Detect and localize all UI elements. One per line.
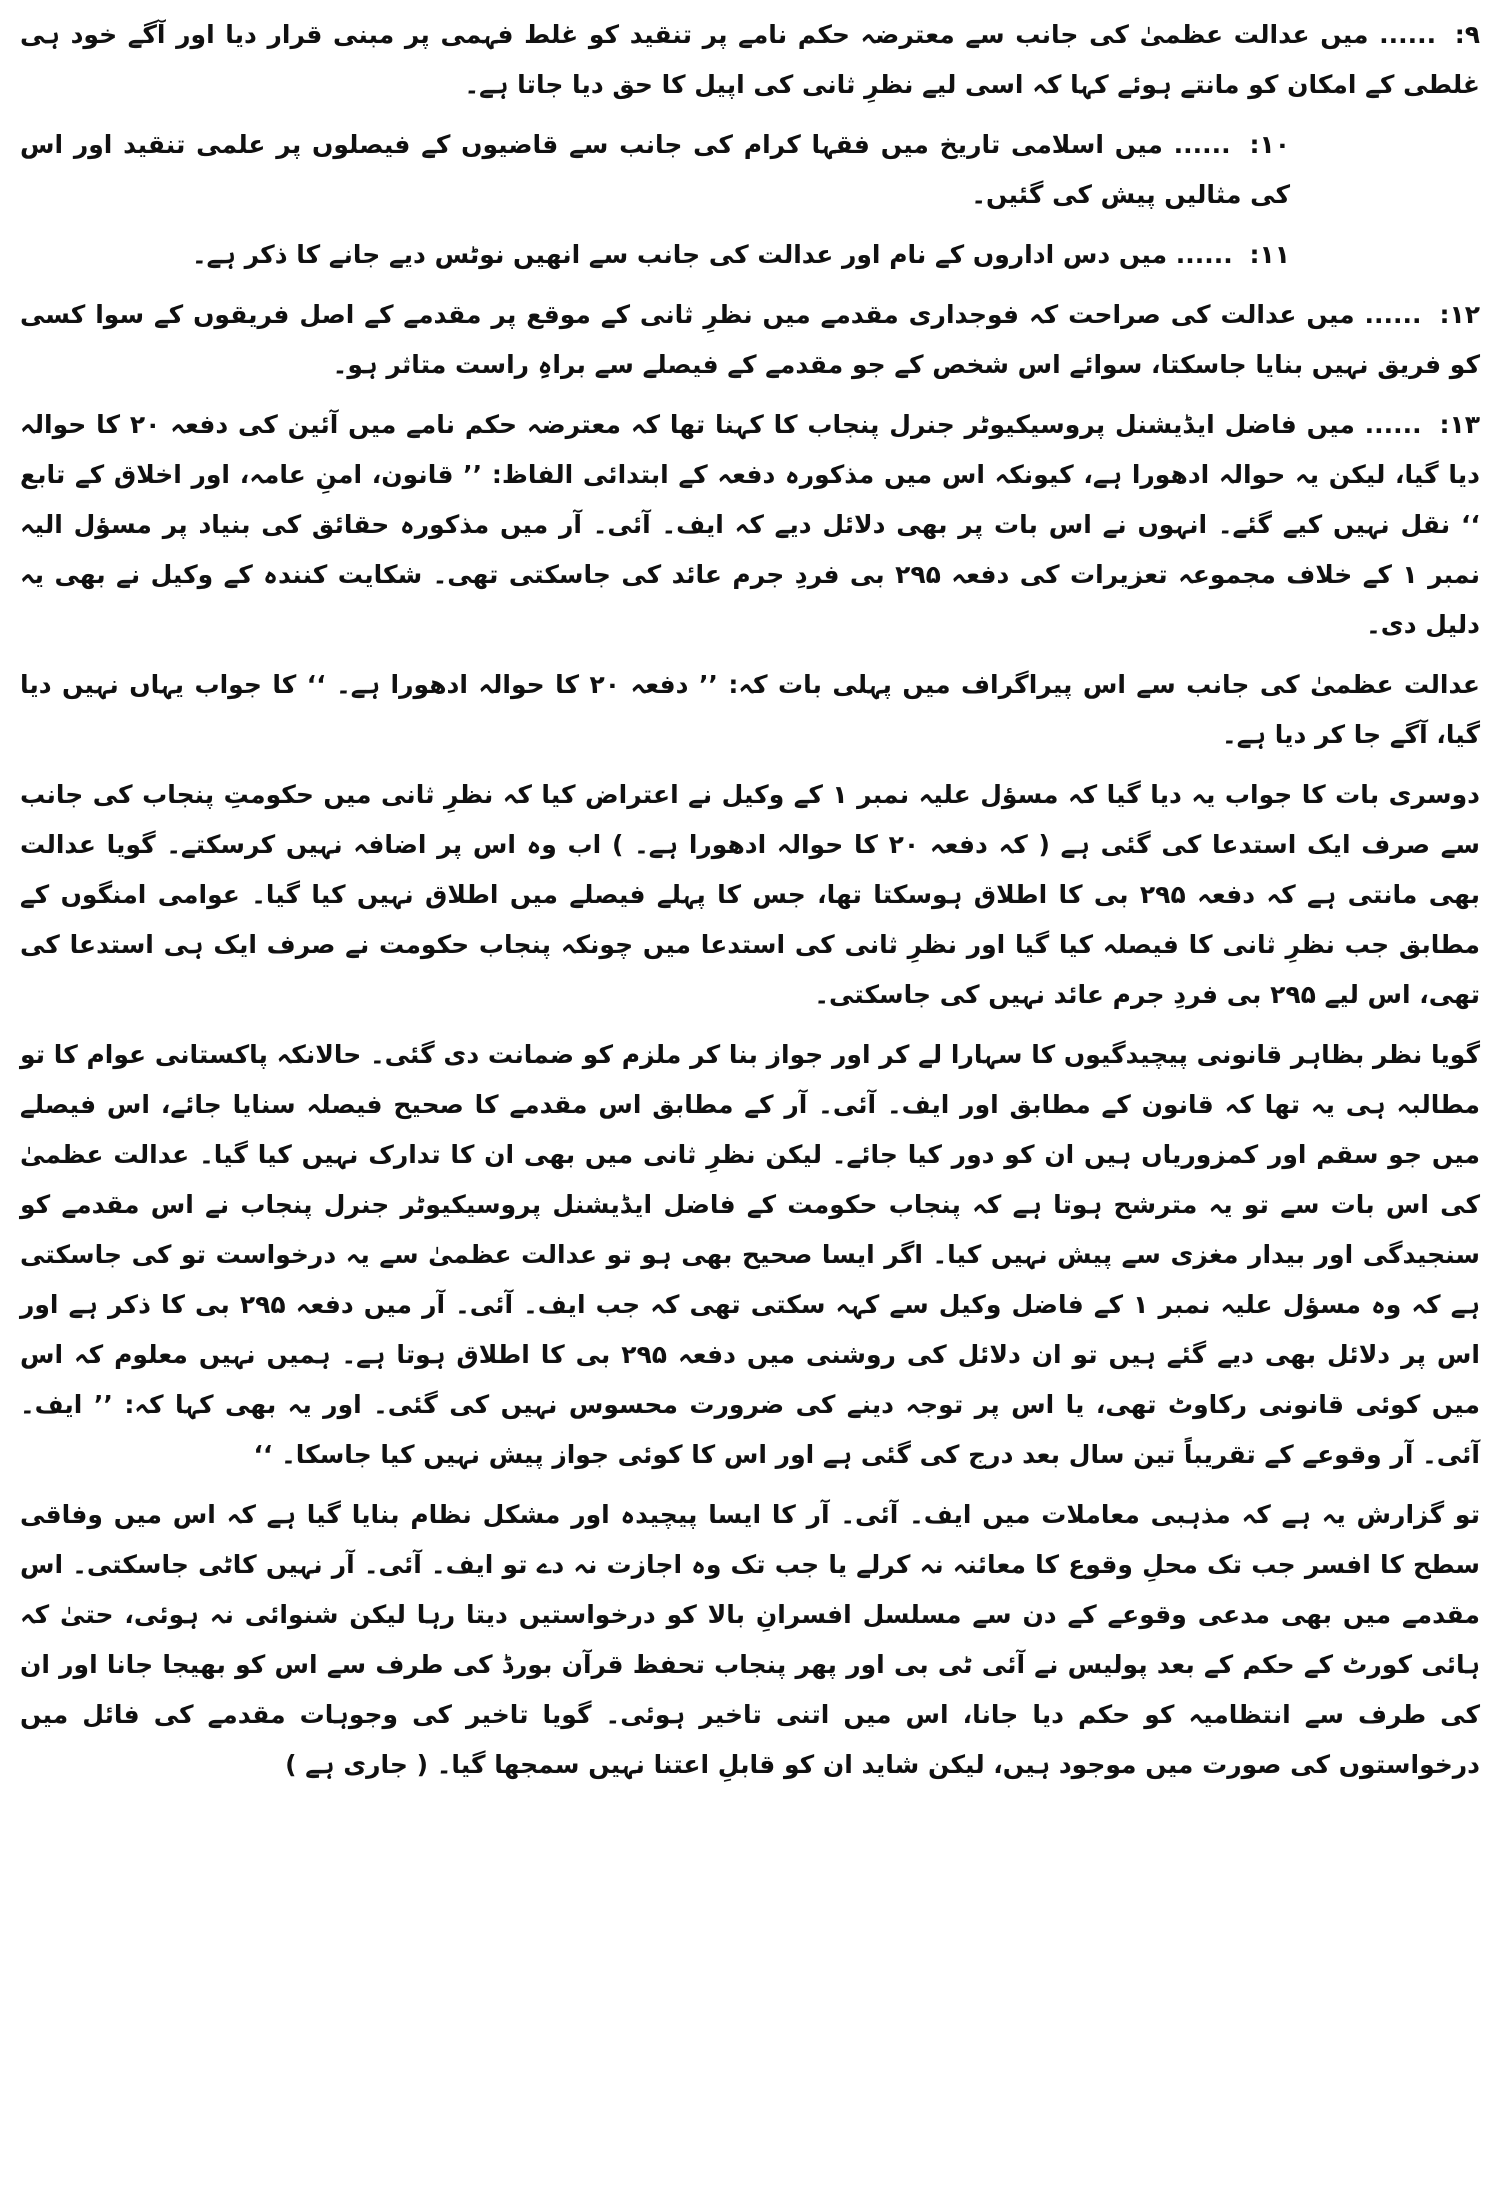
paragraph-text: ...... میں دس اداروں کے نام اور عدالت کی جانب سے انھیں نوٹس دیے جانے کا ذکر ہے۔ xyxy=(191,240,1233,269)
paragraph-9 xyxy=(20,10,1480,110)
paragraph-text: تو گزارش یہ ہے کہ مذہبی معاملات میں ایف۔ آئی۔ آر کا ایسا پیچیدہ اور مشکل نظام بنایا گیا ہے کہ اس میں وفاقی سطح کا افسر جب تک محلِ وقوع کا معائنہ نہ کرلے یا جب تک وہ اجازت نہ دے تو ایف۔ آئی۔ آر نہیں کاٹی جاسکتی۔ اس مقدمے میں بھی مدعی وقوعے کے دن سے مسلسل افسرانِ بالا کو درخواستیں دیتا رہا لیکن شنوائی نہ ہوئی، حتیٰ کہ ہائی کورٹ کے حکم کے بعد پولیس نے آئی ٹی بی اور پھر پنجاب تحفظ قرآن بورڈ کی طرف سے اس کو بھیجا جانا اور ان کی طرف سے انتظامیہ کو حکم دیا جانا، اس میں اتنی تاخیر ہوئی۔ گویا تاخیر کی وجوہات مقدمے کی فائل میں درخواستوں کی صورت میں موجود ہیں، لیکن شاید ان کو قابلِ اعتنا نہیں سمجھا گیا۔ ( جاری ہے ) xyxy=(20,1500,1480,1779)
paragraph-number: ۱۳: xyxy=(1439,410,1480,439)
paragraph-12 xyxy=(20,290,1480,390)
paragraph-text: ...... میں عدالت عظمیٰ کی جانب سے معترضہ حکم نامے پر تنقید کو غلط فہمی پر مبنی قرار دیا اور آگے خود ہی غلطی کے امکان کو مانتے ہوئے کہا کہ اسی لیے نظرِ ثانی کی اپیل کا حق دیا جاتا ہے۔ xyxy=(20,20,1480,99)
paragraph-body-2 xyxy=(20,770,1480,1020)
paragraph-number: ۱۲: xyxy=(1439,300,1480,329)
paragraph-number: ۹: xyxy=(1454,20,1480,49)
paragraph-text: ...... میں عدالت کی صراحت کہ فوجداری مقدمے میں نظرِ ثانی کے موقع پر مقدمے کے اصل فریقوں کے سوا کسی کو فریق نہیں بنایا جاسکتا، سوائے اس شخص کے جو مقدمے کے فیصلے سے براہِ راست متاثر ہو۔ xyxy=(20,300,1480,379)
paragraph-text: عدالت عظمیٰ کی جانب سے اس پیراگراف میں پہلی بات کہ: ’’ دفعہ ۲۰ کا حوالہ ادھورا ہے۔ ‘‘ کا جواب یہاں نہیں دیا گیا، آگے جا کر دیا ہے۔ xyxy=(20,670,1480,749)
paragraph-11 xyxy=(20,230,1290,280)
paragraph-13 xyxy=(20,400,1480,650)
paragraph-10 xyxy=(20,120,1290,220)
paragraph-number: ۱۱: xyxy=(1249,240,1290,269)
paragraph-body-4 xyxy=(20,1490,1480,1790)
paragraph-body-3 xyxy=(20,1030,1480,1480)
paragraph-text: گویا نظر بظاہر قانونی پیچیدگیوں کا سہارا لے کر اور جواز بنا کر ملزم کو ضمانت دی گئی۔ حالانکہ پاکستانی عوام کا تو مطالبہ ہی یہ تھا کہ قانون کے مطابق اور ایف۔ آئی۔ آر کے مطابق اس مقدمے کا صحیح فیصلہ سنایا جائے، اس فیصلے میں جو سقم اور کمزوریاں ہیں ان کو دور کیا جائے۔ لیکن نظرِ ثانی میں بھی ان کا تدارک نہیں کیا گیا۔ عدالت عظمیٰ کی اس بات سے تو یہ مترشح ہوتا ہے کہ پنجاب حکومت کے فاضل ایڈیشنل پروسیکیوٹر جنرل پنجاب نے اس مقدمے کو سنجیدگی اور بیدار مغزی سے پیش نہیں کیا۔ اگر ایسا صحیح بھی ہو تو عدالت عظمیٰ سے یہ درخواست تو کی جاسکتی ہے کہ وہ مسؤل علیہ نمبر ۱ کے فاضل وکیل سے کہہ سکتی تھی کہ جب ایف۔ آئی۔ آر میں دفعہ ۲۹۵ بی کا ذکر ہے اور اس پر دلائل بھی دیے گئے ہیں تو ان دلائل کی روشنی میں دفعہ ۲۹۵ بی کا اطلاق ہوتا ہے۔ ہمیں نہیں معلوم کہ اس میں کوئی قانونی رکاوٹ تھی، یا اس پر توجہ دینے کی ضرورت محسوس نہیں کی گئی۔ اور یہ بھی کہا کہ: ’’ ایف۔ آئی۔ آر وقوعے کے تقریباً تین سال بعد درج کی گئی ہے اور اس کا کوئی جواز پیش نہیں کیا جاسکا۔ ‘‘ xyxy=(20,1040,1480,1469)
document-page xyxy=(20,10,1480,2190)
paragraph-body-1 xyxy=(20,660,1480,760)
paragraph-text: ...... میں فاضل ایڈیشنل پروسیکیوٹر جنرل پنجاب کا کہنا تھا کہ معترضہ حکم نامے میں آئین کی دفعہ ۲۰ کا حوالہ دیا گیا، لیکن یہ حوالہ ادھورا ہے، کیونکہ اس میں مذکورہ دفعہ کے ابتدائی الفاظ: ’’ قانون، امنِ عامہ، اور اخلاق کے تابع ‘‘ نقل نہیں کیے گئے۔ انہوں نے اس بات پر بھی دلائل دیے کہ ایف۔ آئی۔ آر میں مذکورہ حقائق کی بنیاد پر مسؤل الیہ نمبر ۱ کے خلاف مجموعہ تعزیرات کی دفعہ ۲۹۵ بی فردِ جرم عائد کی جاسکتی تھی۔ شکایت کنندہ کے وکیل نے بھی یہ دلیل دی۔ xyxy=(20,410,1480,639)
paragraph-text: ...... میں اسلامی تاریخ میں فقہا کرام کی جانب سے قاضیوں کے فیصلوں پر علمی تنقید اور اس کی مثالیں پیش کی گئیں۔ xyxy=(20,130,1290,209)
paragraph-number: ۱۰: xyxy=(1249,130,1290,159)
paragraph-text: دوسری بات کا جواب یہ دیا گیا کہ مسؤل علیہ نمبر ۱ کے وکیل نے اعتراض کیا کہ نظرِ ثانی میں حکومتِ پنجاب کی جانب سے صرف ایک استدعا کی گئی ہے ( کہ دفعہ ۲۰ کا حوالہ ادھورا ہے۔ ) اب وہ اس پر اضافہ نہیں کرسکتے۔ گویا عدالت بھی مانتی ہے کہ دفعہ ۲۹۵ بی کا اطلاق ہوسکتا تھا، جس کا پہلے فیصلے میں اطلاق نہیں کیا گیا۔ عوامی امنگوں کے مطابق جب نظرِ ثانی کا فیصلہ کیا گیا اور نظرِ ثانی کی استدعا میں چونکہ پنجاب حکومت نے صرف ایک ہی استدعا کی تھی، اس لیے ۲۹۵ بی فردِ جرم عائد نہیں کی جاسکتی۔ xyxy=(20,780,1480,1009)
